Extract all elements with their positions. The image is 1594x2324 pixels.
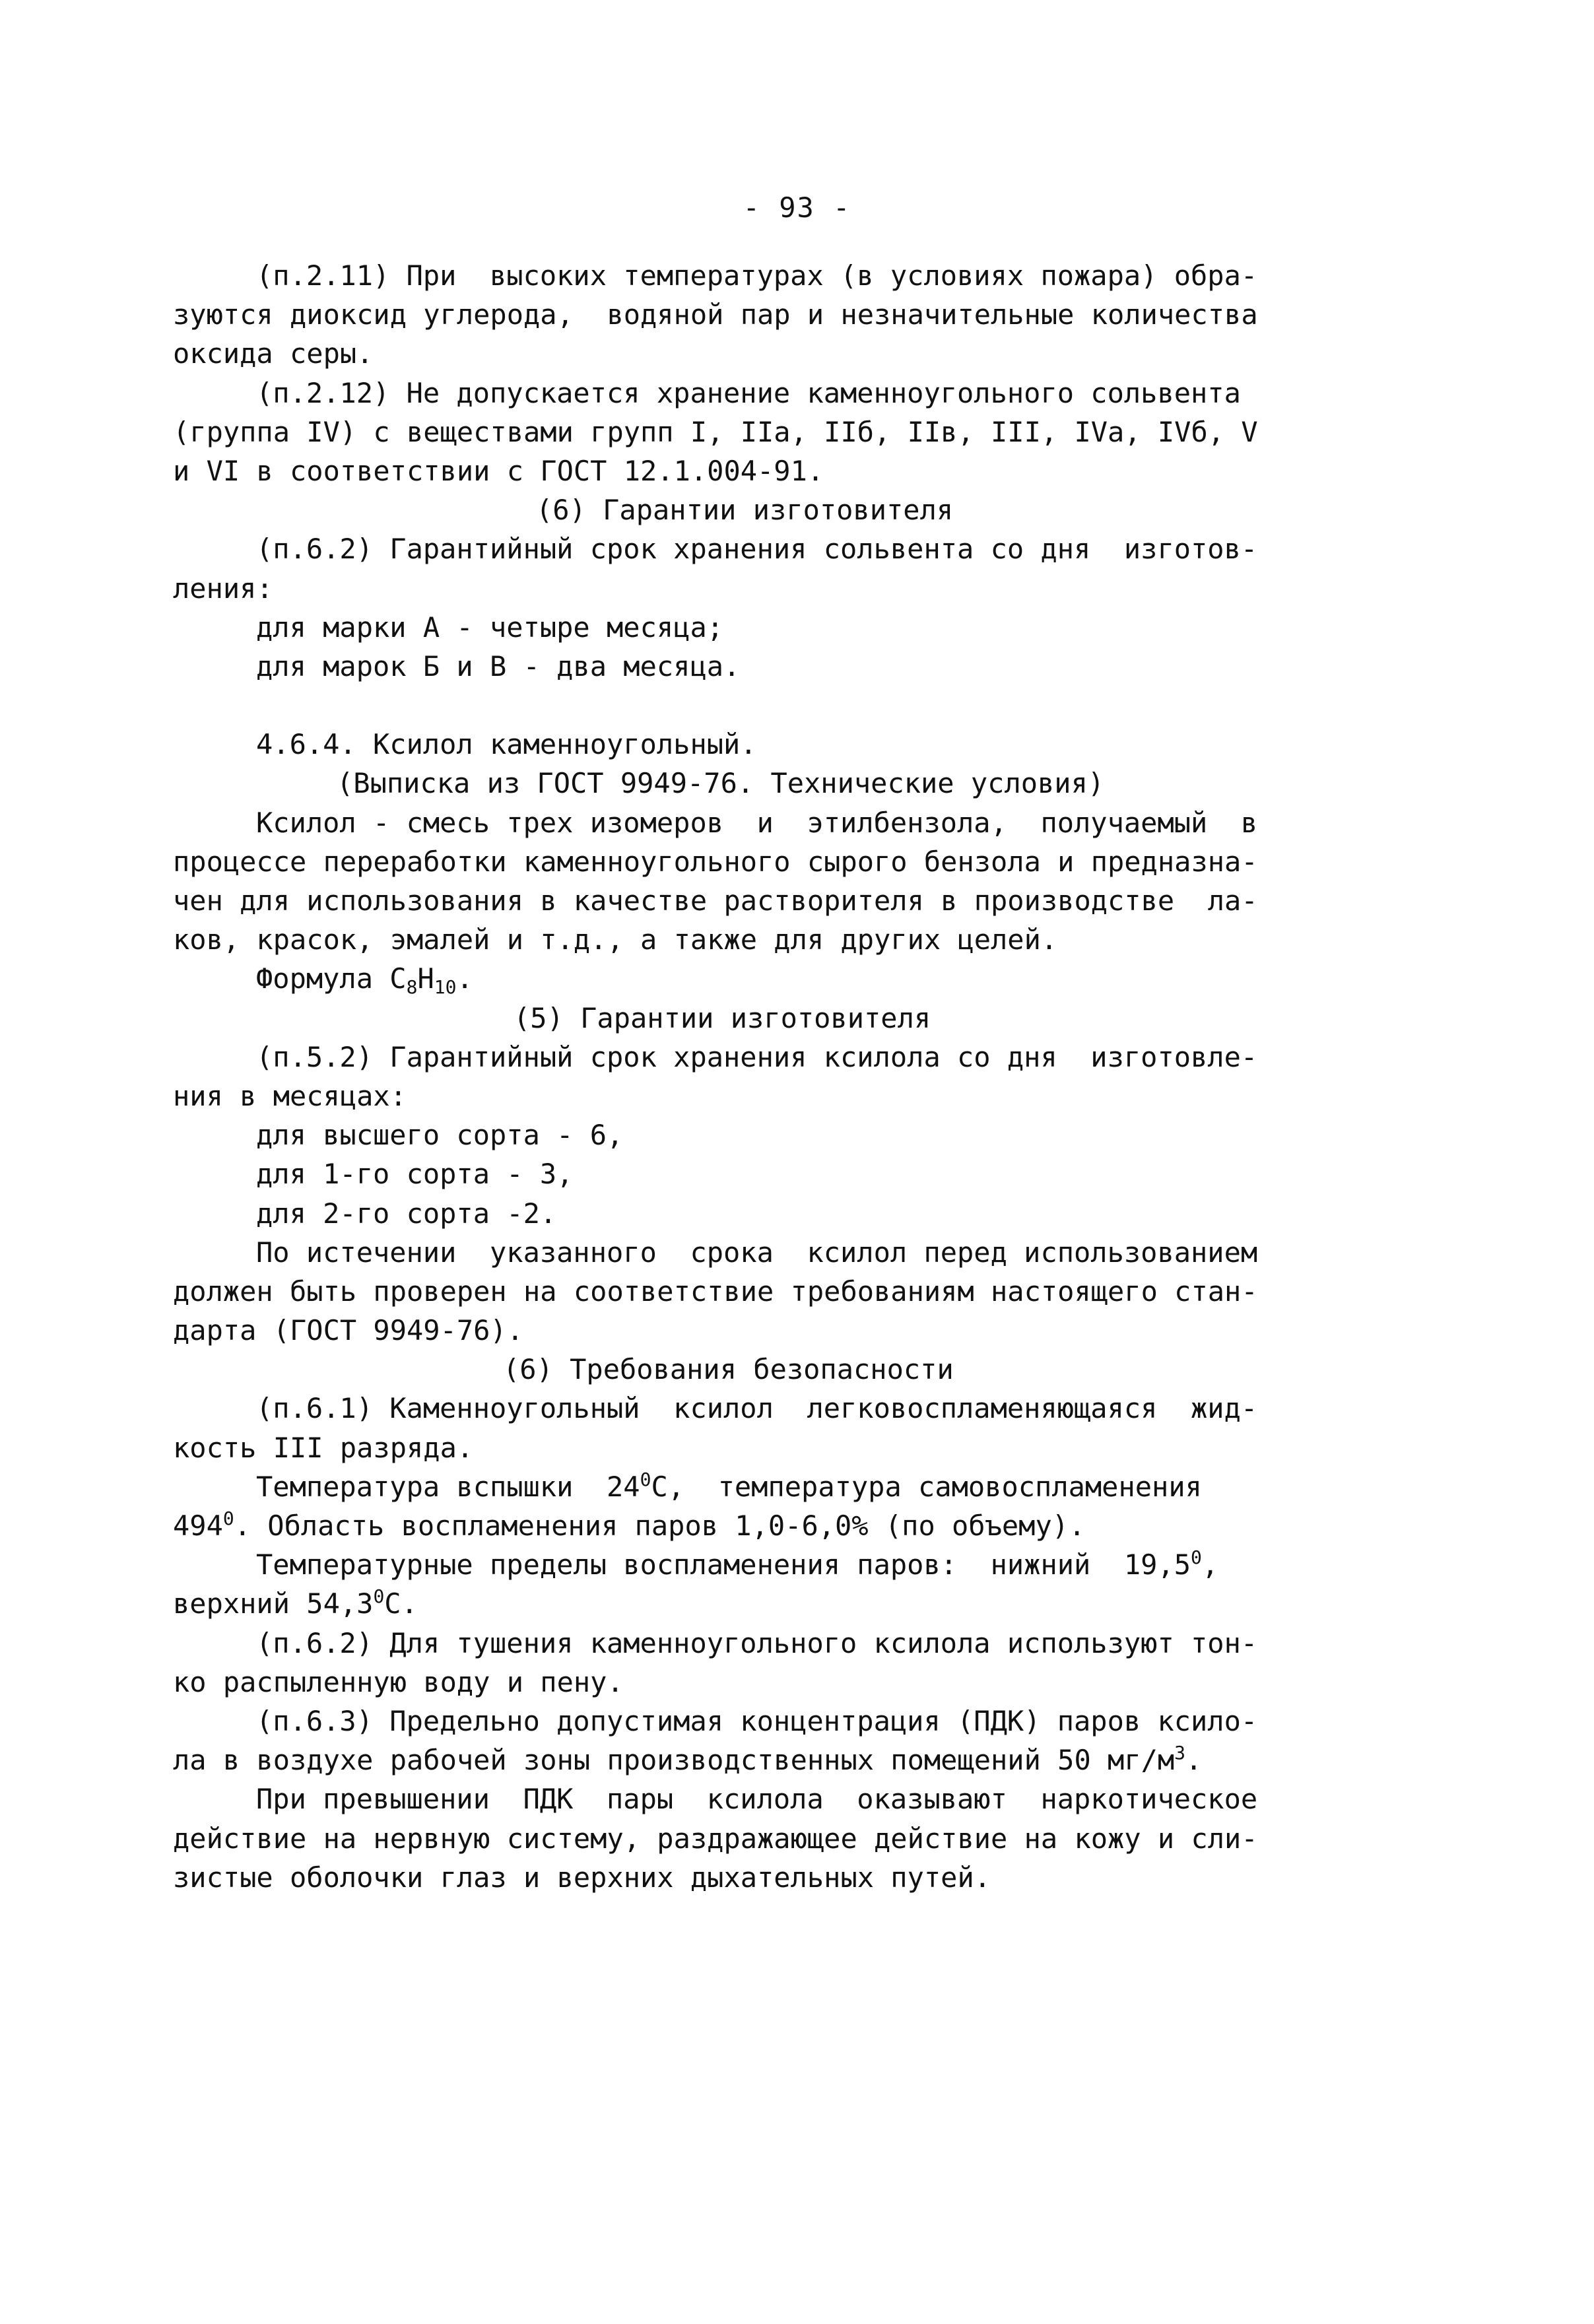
blank-line bbox=[173, 686, 1335, 725]
text-line: верхний 54,3$^0$С. bbox=[173, 1585, 418, 1620]
text-line: и VI в соответствии с ГОСТ 12.1.004-91. bbox=[173, 454, 824, 487]
text-line: для высшего сорта - 6, bbox=[256, 1119, 624, 1152]
text-line: 4.6.4. Ксилол каменноугольный. bbox=[256, 728, 757, 761]
text-line: (п.2.12) Не допускается хранение каменноугольного сольвента bbox=[256, 376, 1241, 409]
text-line: Формула $C_8H_{10}$. bbox=[256, 962, 473, 999]
text-line: Ксилол - смесь трех изомеров и этилбензола, получаемый в bbox=[256, 806, 1258, 839]
text-line: (6) Требования безопасности bbox=[503, 1353, 954, 1386]
text-line: кость III разряда. bbox=[173, 1431, 474, 1464]
text-line: По истечении указанного срока ксилол перед использованием bbox=[256, 1236, 1258, 1269]
text-line: для 1-го сорта - 3, bbox=[256, 1158, 574, 1191]
text-line: Температура вспышки $24^0С$, температура самовоспламенения bbox=[256, 1468, 1202, 1503]
text-line: зуются диоксид углерода, водяной пар и незначительные количества bbox=[173, 298, 1258, 331]
text-line: ния в месяцах: bbox=[173, 1079, 407, 1112]
document-body bbox=[173, 256, 1335, 1897]
text-line: (п.2.11) При высоких температурах (в условиях пожара) обра- bbox=[256, 259, 1258, 292]
page-number: - 93 - bbox=[743, 191, 851, 224]
text-line: При превышении ПДК пары ксилола оказывают наркотическое bbox=[256, 1783, 1258, 1816]
text-line: (группа IV) с веществами групп I, IIа, IIб, IIв, III, IVа, IVб, V bbox=[173, 415, 1258, 448]
text-line: $494^0$. Область воспламенения паров 1,0-6,0% (по объему). bbox=[173, 1508, 1086, 1542]
text-line: Температурные пределы воспламенения паров: нижний 19,5$^0$, bbox=[256, 1546, 1219, 1581]
text-line: (Выписка из ГОСТ 9949-76. Технические условия) bbox=[337, 767, 1105, 800]
text-line: (п.6.2) Для тушения каменноугольного ксилола используют тон- bbox=[256, 1626, 1258, 1659]
text-line: дарта (ГОСТ 9949-76). bbox=[173, 1314, 524, 1347]
text-line: (п.6.2) Гарантийный срок хранения сольвента со дня изготов- bbox=[256, 533, 1258, 566]
text-line: ков, красок, эмалей и т.д., а также для других целей. bbox=[173, 923, 1058, 956]
text-line: (п.5.2) Гарантийный срок хранения ксилола со дня изготовле- bbox=[256, 1040, 1258, 1073]
text-line: действие на нервную систему, раздражающее действие на кожу и сли- bbox=[173, 1822, 1258, 1855]
text-line: (6) Гарантии изготовителя bbox=[536, 494, 954, 527]
text-line: оксида серы. bbox=[173, 337, 374, 370]
text-line: (п.6.1) Каменноугольный ксилол легковоспламеняющаяся жид- bbox=[256, 1392, 1258, 1425]
text-line: ко распыленную воду и пену. bbox=[173, 1665, 624, 1698]
text-line: должен быть проверен на соответствие требованиям настоящего стан- bbox=[173, 1275, 1258, 1308]
text-line: ла в воздухе рабочей зоны производственных помещений 50 $мг/м^3$. bbox=[173, 1742, 1203, 1777]
text-line: для 2-го сорта -2. bbox=[256, 1197, 557, 1230]
text-line: для марок Б и В - два месяца. bbox=[256, 649, 741, 682]
text-line: для марки А - четыре месяца; bbox=[256, 611, 724, 644]
text-line: ления: bbox=[173, 572, 273, 605]
text-line: процессе переработки каменноугольного сырого бензола и предназна- bbox=[173, 845, 1258, 878]
text-line: зистые оболочки глаз и верхних дыхательных путей. bbox=[173, 1861, 991, 1894]
text-line: (5) Гарантии изготовителя bbox=[514, 1001, 931, 1034]
text-line: чен для использования в качестве растворителя в производстве ла- bbox=[173, 884, 1258, 917]
text-line: (п.6.3) Предельно допустимая концентрация (ПДК) паров ксило- bbox=[256, 1704, 1258, 1737]
